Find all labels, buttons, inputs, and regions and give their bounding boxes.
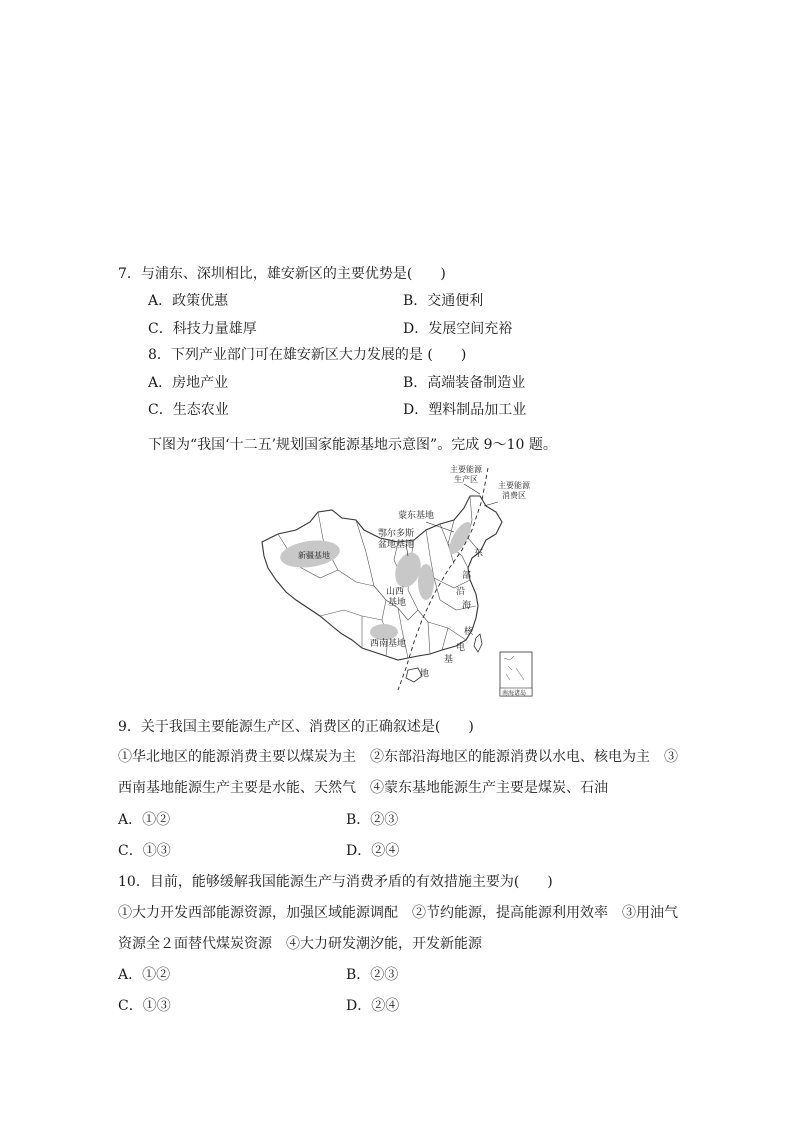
- q8-option-d: D．塑料制品加工业: [403, 402, 527, 418]
- label-consumption-1: 主要能源: [498, 481, 530, 490]
- q10-option-c: C．①③: [118, 998, 171, 1014]
- shanxi-base-area: [418, 564, 434, 600]
- q8-option-a: A．房地产业: [148, 375, 229, 391]
- label-shanxi-2: 基地: [388, 598, 407, 608]
- label-production-1: 主要能源: [450, 465, 482, 474]
- label-nuclear-3: 基: [444, 655, 454, 665]
- q10-option-b: B．②③: [346, 967, 399, 983]
- q9-option-c: C．①③: [118, 843, 171, 859]
- q9-option-a: A．①②: [118, 812, 171, 828]
- q9-stem: 9．关于我国主要能源生产区、消费区的正确叙述是( ): [118, 719, 474, 735]
- q9-statement-line-1: ①华北地区的能源消费主要以煤炭为主 ②东部沿海地区的能源消费以水电、核电为主 ③: [118, 749, 678, 765]
- q10-stem: 10．目前，能够缓解我国能源生产与消费矛盾的有效措施主要为( ): [118, 874, 553, 890]
- label-shanxi-1: 山西: [386, 587, 405, 597]
- q8-stem: 8．下列产业部门可在雄安新区大力发展的是 ( ): [148, 347, 467, 363]
- q7-option-d: D．发展空间充裕: [403, 321, 513, 337]
- label-ordos-2: 盆地基地: [378, 540, 415, 550]
- label-coast-4: 海: [462, 601, 472, 611]
- q8-option-c: C．生态农业: [148, 402, 229, 418]
- q7-option-b: B．交通便利: [403, 293, 484, 309]
- label-xinjiang: 新疆基地: [298, 551, 330, 560]
- xinan-base-area: [370, 624, 398, 640]
- label-nuclear-4: 地: [420, 669, 430, 679]
- label-coast-1: 东: [474, 549, 484, 559]
- q7-option-c: C．科技力量雄厚: [148, 321, 257, 337]
- label-consumption-2: 消费区: [502, 491, 526, 500]
- inset-label: 南海诸岛: [502, 690, 527, 697]
- q10-statement-line-2: 资源全２面替代煤炭资源 ④大力研发潮汐能，开发新能源: [118, 936, 482, 952]
- q10-option-a: A．①②: [118, 967, 171, 983]
- label-ordos-1: 鄂尔多斯: [378, 529, 415, 539]
- q9-option-b: B．②③: [346, 812, 399, 828]
- taiwan-island: [474, 634, 482, 652]
- q9-statement-line-2: 西南基地能源生产主要是水能、天然气 ④蒙东基地能源生产主要是煤炭、石油: [118, 780, 608, 796]
- q10-option-d: D．②④: [346, 998, 400, 1014]
- label-coast-2: 部: [462, 571, 472, 581]
- label-production-2: 生产区: [454, 475, 478, 484]
- q9-option-d: D．②④: [346, 843, 400, 859]
- q8-option-b: B．高端装备制造业: [403, 375, 526, 391]
- label-xinan: 西南基地: [370, 639, 407, 649]
- label-coast-3: 沿: [456, 587, 466, 597]
- q7-stem: 7．与浦东、深圳相比，雄安新区的主要优势是( ): [118, 266, 446, 282]
- energy-base-map: [258, 460, 536, 706]
- map-intro: 下图为“我国‘十二五’规划国家能源基地示意图”。完成 9～10 题。: [148, 437, 557, 453]
- label-mengdong: 蒙东基地: [398, 511, 435, 521]
- label-nuclear-2: 电: [456, 643, 466, 653]
- q7-option-a: A．政策优惠: [148, 293, 229, 309]
- q10-statement-line-1: ①大力开发西部能源资源，加强区域能源调配 ②节约能源，提高能源利用效率 ③用油气: [118, 905, 678, 921]
- label-nuclear-1: 核: [464, 627, 474, 637]
